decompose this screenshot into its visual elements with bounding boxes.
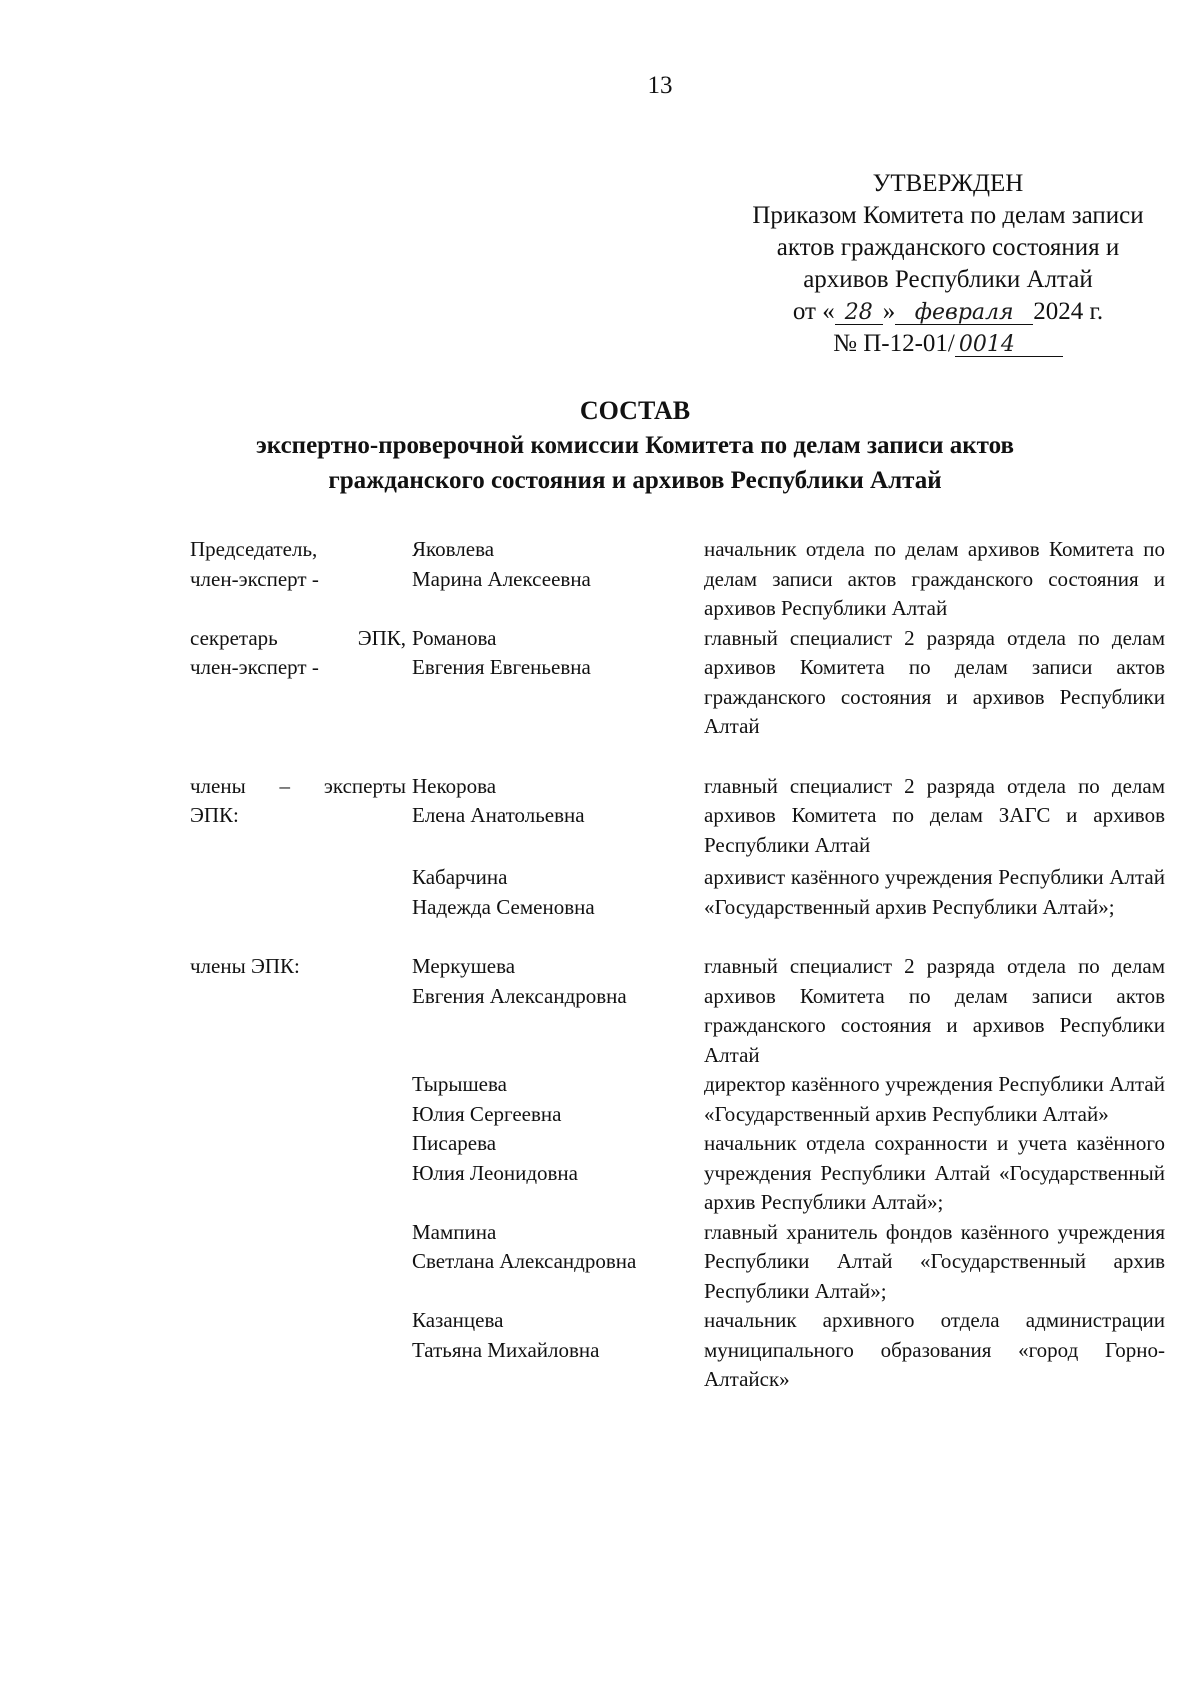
surname: Кабарчина — [412, 865, 508, 889]
date-year: 2024 г. — [1033, 298, 1104, 325]
approval-line-1: Приказом Комитета по делам записи — [752, 202, 1144, 229]
member-name — [412, 952, 704, 1070]
member-row — [190, 1129, 1165, 1218]
surname: Мампина — [412, 1219, 497, 1244]
role-line: члены ЭПК: — [190, 954, 300, 978]
member-row — [190, 535, 1165, 624]
title-line-1: СОСТАВ — [579, 396, 691, 425]
role-line: секретарь ЭПК, — [190, 625, 406, 650]
surname: Тырышева — [412, 1072, 507, 1096]
member-role — [190, 1070, 412, 1129]
member-position: главный специалист 2 разряда отдела по делам архивов Комитета по делам записи актов гражданского состояния и архивов Республики Алтай — [704, 954, 1165, 1067]
member-role — [190, 863, 412, 922]
member-name — [412, 863, 704, 922]
page-number: 13 — [647, 72, 673, 99]
member-role — [190, 535, 412, 624]
approval-line-2: актов гражданского состояния и — [776, 234, 1120, 261]
member-position: главный хранитель фондов казённого учреждения Республики Алтай «Государственный архив Республики Алтай»; — [704, 1219, 1165, 1303]
approval-line-3: архивов Республики Алтай — [803, 266, 1093, 293]
member-role — [190, 1218, 412, 1307]
commission-members — [190, 535, 1165, 1395]
handwritten-day: 28 — [835, 302, 883, 325]
surname: Яковлева — [412, 537, 495, 561]
member-name — [412, 624, 704, 742]
member-name — [412, 1129, 704, 1218]
date-mid: » — [882, 298, 896, 325]
handwritten-number: 0014 — [955, 334, 1063, 357]
member-row — [190, 1070, 1165, 1129]
approval-number — [688, 328, 1200, 360]
document-title — [0, 393, 1200, 498]
role-line: Председатель, — [190, 537, 318, 561]
member-role — [190, 1306, 412, 1395]
role-line: член-эксперт - — [190, 566, 319, 591]
member-role — [190, 624, 412, 742]
member-name — [412, 1070, 704, 1129]
member-row — [190, 772, 1165, 861]
member-name — [412, 535, 704, 624]
member-position: архивист казённого учреждения Республики Алтай «Государственный архив Республики Алтай»; — [704, 865, 1165, 919]
surname: Казанцева — [412, 1308, 504, 1332]
surname: Романова — [412, 625, 497, 650]
approval-heading: УТВЕРЖДЕН — [872, 170, 1024, 197]
member-role — [190, 1129, 412, 1218]
member-row — [190, 1218, 1165, 1307]
member-position: директор казённого учреждения Республики Алтай «Государственный архив Республики Алтай» — [704, 1072, 1165, 1126]
member-row — [190, 1306, 1165, 1395]
member-position: начальник отдела сохранности и учета казённого учреждения Республики Алтай «Государственный архив Республики Алтай»; — [704, 1131, 1165, 1214]
role-line: член-эксперт - — [190, 655, 319, 679]
given-names: Юлия Сергеевна — [412, 1101, 562, 1126]
given-names: Надежда Семеновна — [412, 894, 595, 919]
given-names: Светлана Александровна — [412, 1249, 637, 1273]
given-names: Евгения Евгеньевна — [412, 655, 591, 679]
given-names: Юлия Леонидовна — [412, 1160, 578, 1185]
approval-stamp — [688, 168, 1200, 360]
surname: Некорова — [412, 773, 497, 798]
approval-date — [688, 296, 1200, 328]
member-position: начальник архивного отдела администрации муниципального образования «город Горно-Алтайск» — [704, 1308, 1165, 1391]
member-row — [190, 863, 1165, 922]
given-names: Марина Алексеевна — [412, 566, 591, 591]
given-names: Елена Анатольевна — [412, 803, 585, 827]
member-position: начальник отдела по делам архивов Комитета по делам записи актов гражданского состояния и архивов Республики Алтай — [704, 537, 1165, 620]
member-position: главный специалист 2 разряда отдела по делам архивов Комитета по делам ЗАГС и архивов Республики Алтай — [704, 773, 1165, 857]
role-line: ЭПК: — [190, 803, 239, 827]
member-position: главный специалист 2 разряда отдела по делам архивов Комитета по делам записи актов гражданского состояния и архивов Республики Алтай — [704, 625, 1165, 738]
member-role — [190, 952, 412, 1070]
given-names: Татьяна Михайловна — [412, 1337, 600, 1362]
member-role — [190, 772, 412, 861]
member-row — [190, 952, 1165, 1070]
member-name — [412, 772, 704, 861]
member-name — [412, 1218, 704, 1307]
member-row — [190, 624, 1165, 742]
handwritten-month: февраля — [895, 302, 1033, 325]
number-prefix: № П-12-01/ — [833, 330, 955, 357]
surname: Меркушева — [412, 954, 516, 978]
member-name — [412, 1306, 704, 1395]
role-line: члены – эксперты — [190, 773, 406, 798]
title-line-3: гражданского состояния и архивов Республики Алтай — [328, 467, 942, 494]
title-line-2: экспертно-проверочной комиссии Комитета по делам записи актов — [255, 432, 1014, 459]
surname: Писарева — [412, 1131, 497, 1155]
date-prefix: от « — [792, 298, 835, 325]
given-names: Евгения Александровна — [412, 983, 627, 1008]
